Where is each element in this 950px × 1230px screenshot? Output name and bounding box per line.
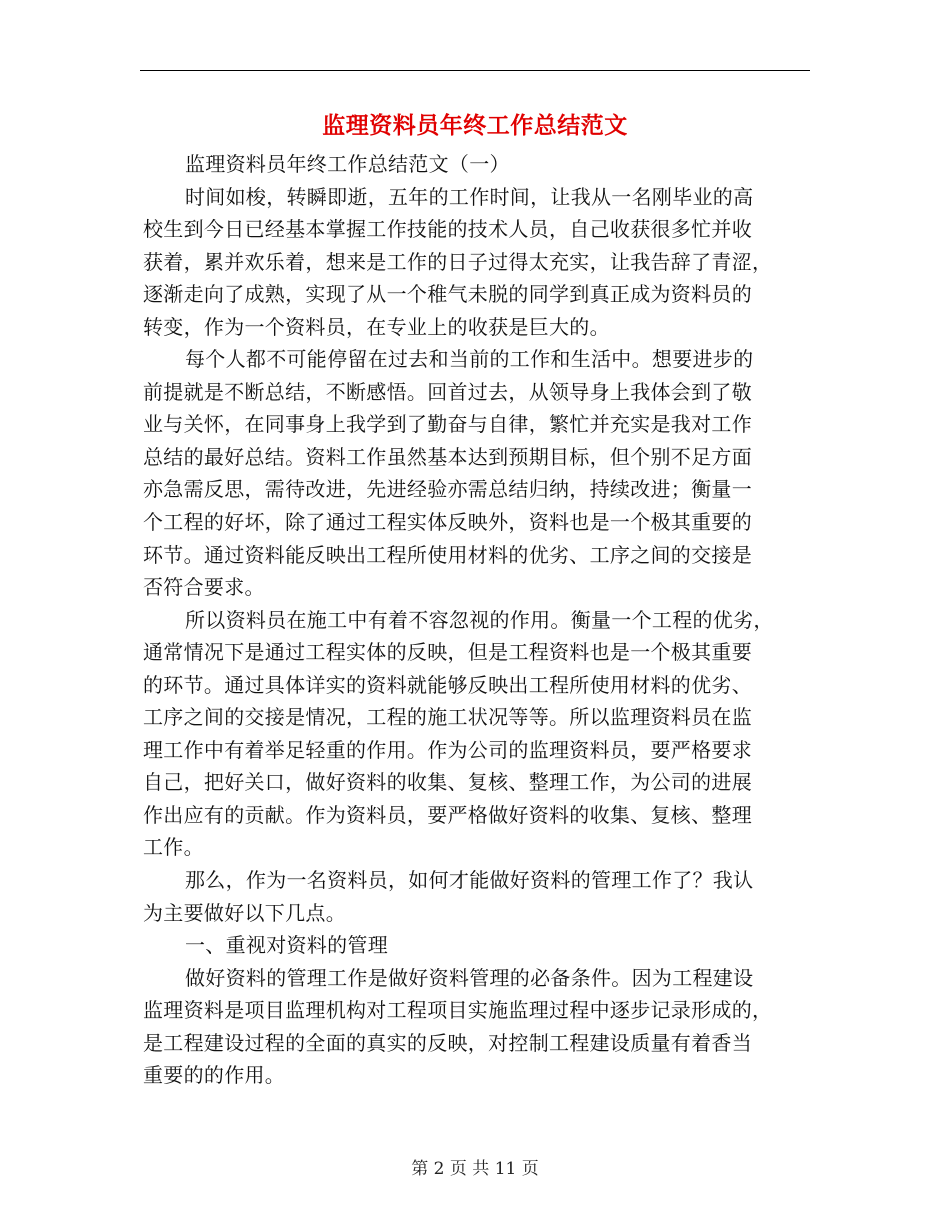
body-line: 亦急需反思，需待改进，先进经验亦需总结归纳，持续改进；衡量一 — [143, 477, 752, 502]
body-line: 作出应有的贡献。作为资料员，要严格做好资料的收集、复核、整理 — [143, 802, 752, 827]
page-footer: 第 2 页 共 11 页 — [411, 1159, 539, 1179]
body-line: 的环节。通过具体详实的资料就能够反映出工程所使用材料的优劣、 — [143, 672, 752, 697]
body-line: 时间如梭，转瞬即逝，五年的工作时间，让我从一名刚毕业的高 — [185, 184, 754, 209]
body-line: 转变，作为一个资料员，在专业上的收获是巨大的。 — [143, 314, 610, 339]
body-line: 工作。 — [143, 835, 204, 860]
body-line: 监理资料是项目监理机构对工程项目实施监理过程中逐步记录形成的， — [143, 998, 773, 1023]
body-line: 个工程的好坏，除了通过工程实体反映外，资料也是一个极其重要的 — [143, 510, 752, 535]
header-rule — [140, 70, 810, 71]
body-line: 前提就是不断总结，不断感悟。回首过去，从领导身上我体会到了敬 — [143, 379, 752, 404]
body-line: 重要的的作用。 — [143, 1063, 286, 1088]
document-body — [143, 148, 813, 1092]
body-line: 校生到今日已经基本掌握工作技能的技术人员，自己收获很多忙并收 — [143, 217, 752, 242]
body-line: 工序之间的交接是情况，工程的施工状况等等。所以监理资料员在监 — [143, 705, 752, 730]
body-line: 所以资料员在施工中有着不容忽视的作用。衡量一个工程的优劣， — [185, 607, 774, 632]
body-line: 获着，累并欢乐着，想来是工作的日子过得太充实，让我告辞了青涩， — [143, 249, 773, 274]
body-line: 否符合要求。 — [143, 575, 265, 600]
body-line: 那么，作为一名资料员，如何才能做好资料的管理工作了？我认 — [185, 868, 754, 893]
body-line: 总结的最好总结。资料工作虽然基本达到预期目标，但个别不足方面 — [143, 444, 752, 469]
body-line: 一、重视对资料的管理 — [185, 933, 388, 958]
document-title: 监理资料员年终工作总结范文 — [322, 112, 628, 139]
body-line: 自己，把好关口，做好资料的收集、复核、整理工作，为公司的进展 — [143, 770, 752, 795]
body-line: 每个人都不可能停留在过去和当前的工作和生活中。想要进步的 — [185, 347, 754, 372]
body-line: 环节。通过资料能反映出工程所使用材料的优劣、工序之间的交接是 — [143, 542, 752, 567]
body-line: 监理资料员年终工作总结范文（一） — [185, 152, 510, 176]
body-line: 做好资料的管理工作是做好资料管理的必备条件。因为工程建设 — [185, 965, 754, 990]
body-line: 逐渐走向了成熟，实现了从一个稚气未脱的同学到真正成为资料员的 — [143, 282, 752, 307]
body-line: 业与关怀，在同事身上我学到了勤奋与自律，繁忙并充实是我对工作 — [143, 412, 752, 437]
body-line: 通常情况下是通过工程实体的反映，但是工程资料也是一个极其重要 — [143, 640, 752, 665]
body-line: 为主要做好以下几点。 — [143, 900, 346, 925]
body-line: 理工作中有着举足轻重的作用。作为公司的监理资料员，要严格要求 — [143, 737, 752, 762]
body-line: 是工程建设过程的全面的真实的反映，对控制工程建设质量有着香当 — [143, 1030, 752, 1055]
